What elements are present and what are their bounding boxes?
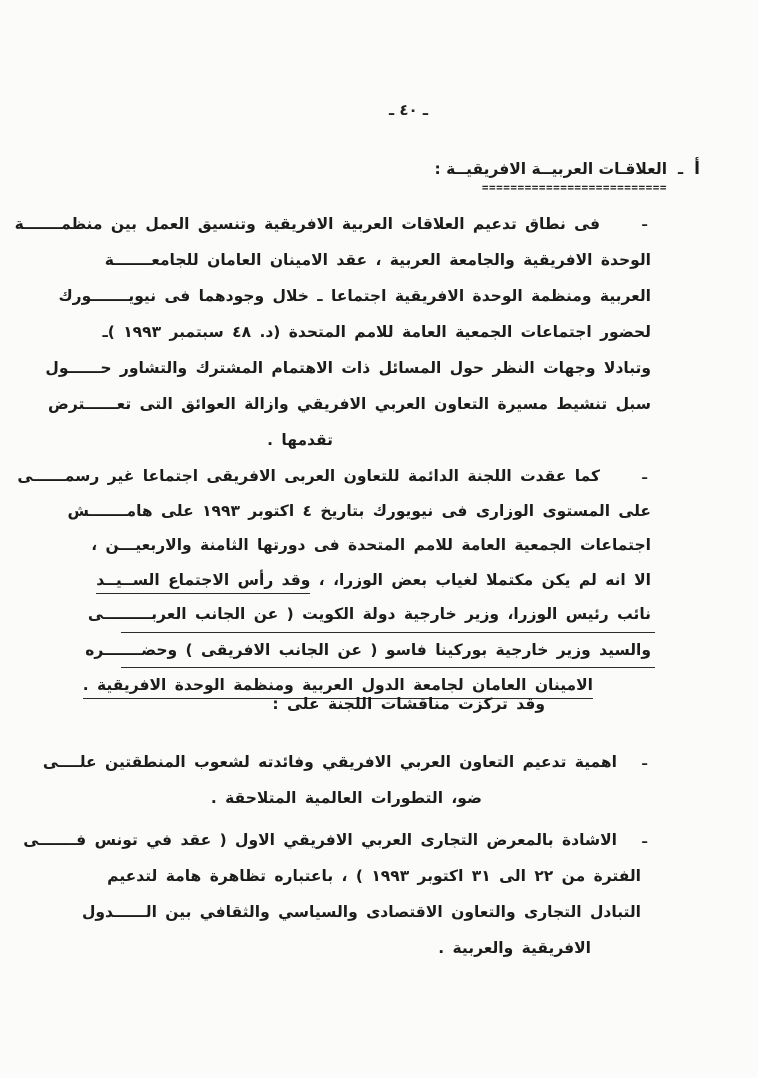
paragraph-line: تقدمها . [267,431,333,449]
underlined-phrase: الامينان العامان لجامعة الدول العربية ومنظمة الوحدة الافريقية . [83,676,593,699]
page-number: ـ ٤٠ ـ [388,101,428,119]
paragraph-line: الافريقية والعربية . [438,939,591,957]
paragraph-line: لحضور اجتماعات الجمعية العامة للامم المتحدة (د. ٤٨ سبتمبر ١٩٩٣ )ـ [102,323,651,341]
paragraph-line: الفترة من ٢٢ الى ٣١ اكتوبر ١٩٩٣ ) ، باعتباره تظاهرة هامة لتدعيم [107,867,641,885]
discussion-point-trade-fair [23,822,655,966]
bullet-dash-icon: ـ [642,831,647,847]
paragraph-line: اهمية تدعيم التعاون العربي الافريقي وفائدته لشعوب المنطقتين علــــى [42,753,617,771]
paragraph-line: سبل تنشيط مسيرة التعاون العربي الافريقي وازالة العوائق التى تعــــــترض [48,395,651,413]
bullet-dash-icon: ـ [642,214,647,230]
section-title: العلاقـات العربيــة الافريقيــة : [434,160,668,178]
section-index-letter: أ [694,159,700,179]
section-title-block [435,158,668,193]
paragraph-line: وتبادلا وجهات النظر حول المسائل ذات الاهتمام المشترك والتشاور حــــــول [45,359,651,377]
heading-underline: ========================== [481,181,668,194]
underlined-paragraph-line: نائب رئيس الوزرا، وزير خارجية دولة الكويت ( عن الجانب العربـــــــــى [121,597,655,633]
paragraph-arab-african-relations [14,206,655,458]
paragraph-standing-committee [17,459,655,703]
paragraph-line: كما عقدت اللجنة الدائمة للتعاون العربى الافريقى اجتماعا غير رسمــــــى [17,467,600,485]
paragraph-line: فى نطاق تدعيم العلاقات العربية الافريقية وتنسيق العمل بين منظمـــــــة [14,215,600,233]
paragraph-line: اجتماعات الجمعية العامة للامم المتحدة فى دورتها الثامنة والاربعيـــن ، [91,536,651,554]
underlined-phrase: وقد رأس الاجتماع الســيــد [96,571,310,594]
paragraph-line: الوحدة الافريقية والجامعة العربية ، عقد الامينان العامان للجامعـــــــة [104,251,651,269]
discussion-point-cooperation [42,744,655,816]
bullet-dash-icon: ـ [642,467,647,483]
dash-icon: ـ [678,160,684,178]
paragraph-line: الاشادة بالمعرض التجارى العربي الافريقي الاول ( عقد في تونس فـــــــى [23,831,617,849]
section-heading [435,158,700,193]
paragraph-line: ضو، التطورات العالمية المتلاحقة . [210,789,482,807]
paragraph-line: على المستوى الوزارى فى نيويورك بتاريخ ٤ اكتوبر ١٩٩٣ على هامـــــــش [67,501,651,520]
paragraph-line-text: الا انه لم يكن مكتملا لغياب بعض الوزرا، ، [310,570,651,589]
bullet-dash-icon: ـ [642,753,647,769]
paragraph-line: التبادل التجارى والتعاون الاقتصادى والسياسي والثقافي بين الــــــدول [81,903,641,921]
paragraph-line [96,563,655,598]
paragraph-line: العربية ومنظمة الوحدة الافريقية اجتماعا ـ خلال وجودهما فى نيويـــــــورك [58,287,651,305]
underlined-paragraph-line: والسيد وزير خارجية بوركينا فاسو ( عن الجانب الافريقى ) وحضـــــــره [121,633,655,669]
committee-discussions-lead-in: وقد تركزت مناقشات اللجنة على : [272,695,545,713]
